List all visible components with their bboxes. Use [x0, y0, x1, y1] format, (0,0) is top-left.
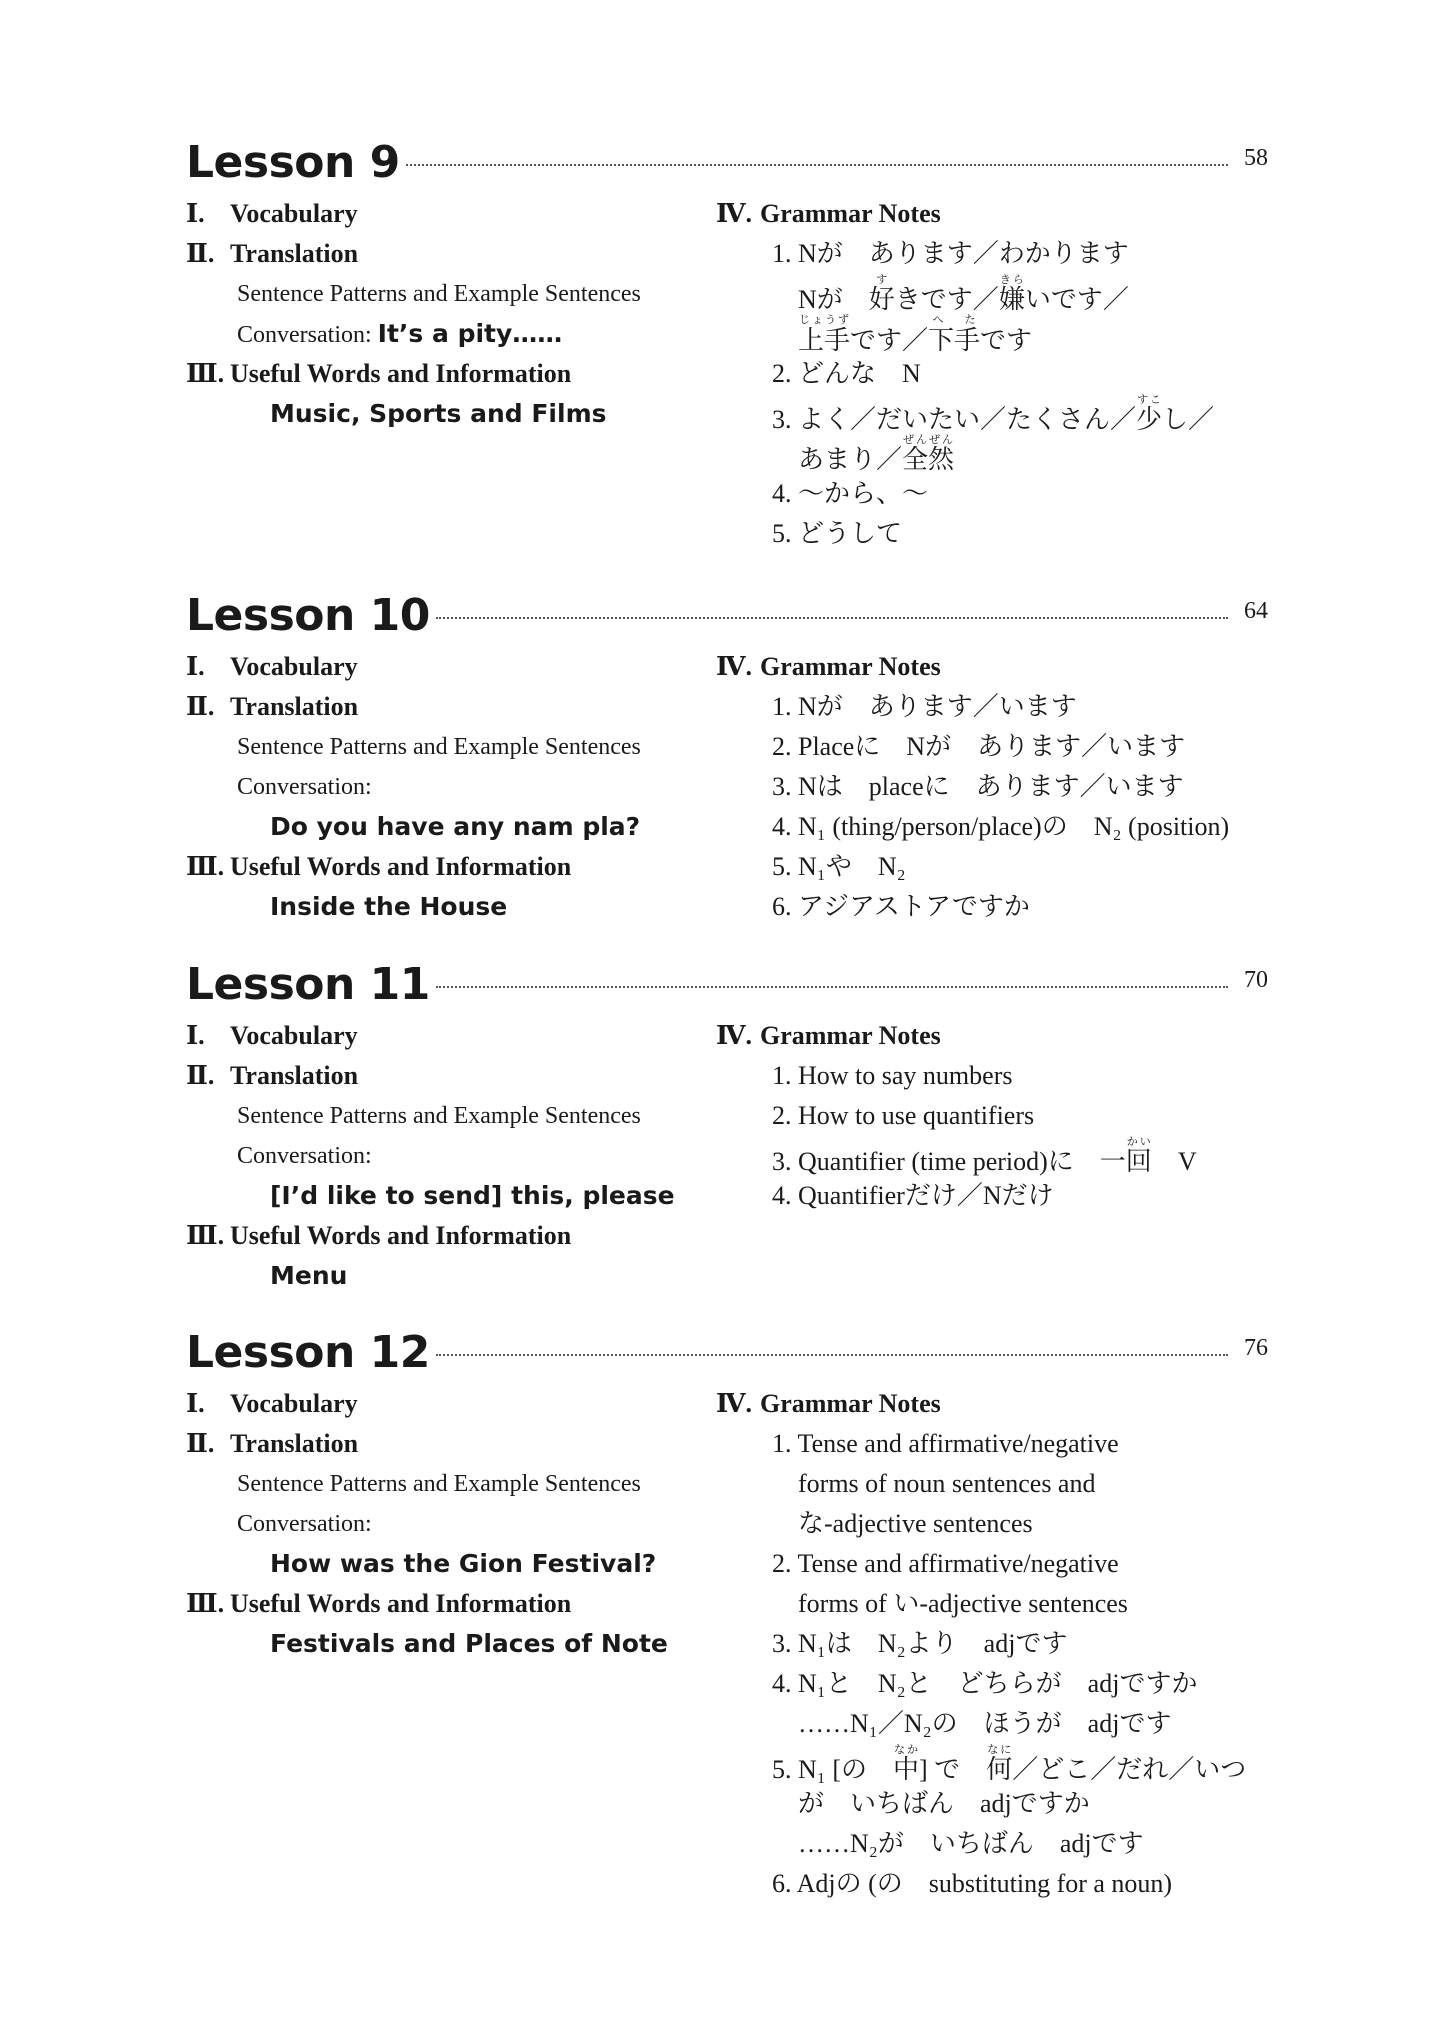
grammar-item: 3. Quantifier (time period)に 一回かい V: [772, 1136, 1197, 1176]
section-translation: Ⅱ. Translation: [186, 1061, 359, 1090]
conversation: Conversation:: [237, 1143, 372, 1169]
leader-dots: [436, 986, 1228, 988]
grammar-item: 5. N₁ [の 中なか] で 何なに／どこ／だれ／いつ: [772, 1744, 1247, 1784]
leader-dots: [436, 617, 1228, 619]
leader-dots: [436, 1354, 1228, 1356]
grammar-item-cont: ……N₂が いちばん adjです: [798, 1829, 1144, 1858]
section-translation: Ⅱ. Translation: [186, 692, 359, 721]
section-vocabulary: Ⅰ. Vocabulary: [186, 199, 358, 228]
grammar-item-cont: あまり／全然ぜんぜん: [798, 434, 955, 474]
conversation: Conversation:: [237, 1511, 372, 1537]
useful-topic: Festivals and Places of Note: [270, 1629, 668, 1658]
lesson-sections: [186, 194, 706, 434]
conversation-title: [I’d like to send] this, please: [270, 1181, 675, 1210]
lesson-sections: [186, 1384, 706, 1664]
grammar-item: 2. Placeに Nが あります／います: [772, 732, 1186, 761]
grammar-item: 3. Nは placeに あります／います: [772, 772, 1184, 801]
section-grammar-notes: Ⅳ. Grammar Notes: [716, 652, 941, 681]
lesson-title: Lesson 10: [186, 590, 430, 641]
lesson-header: [186, 132, 1270, 194]
grammar-item: 2. Tense and affirmative/negative: [772, 1549, 1119, 1578]
sentence-patterns: Sentence Patterns and Example Sentences: [237, 1471, 641, 1497]
sentence-patterns: Sentence Patterns and Example Sentences: [237, 734, 641, 760]
ruby-sukoshi: 少すこ: [1136, 394, 1163, 434]
grammar-item: 6. Adjの (の substituting for a noun): [772, 1869, 1173, 1898]
sentence-patterns: Sentence Patterns and Example Sentences: [237, 1103, 641, 1129]
ruby-kirai: 嫌きら: [998, 274, 1025, 314]
ruby-naka: 中なか: [893, 1744, 920, 1784]
grammar-item: 5. どうして: [772, 519, 903, 548]
conversation: Conversation:: [237, 774, 372, 800]
grammar-notes: [716, 194, 1276, 554]
section-useful-words: Ⅲ. Useful Words and Information: [186, 359, 572, 388]
useful-topic: Music, Sports and Films: [270, 399, 607, 428]
grammar-item: 4. ～から、～: [772, 479, 929, 508]
leader-dots: [406, 164, 1228, 166]
section-grammar-notes: Ⅳ. Grammar Notes: [716, 199, 941, 228]
useful-topic: Menu: [270, 1261, 348, 1290]
lesson-11: [186, 954, 1270, 1290]
section-translation: Ⅱ. Translation: [186, 1429, 359, 1458]
conversation-title: Do you have any nam pla?: [270, 812, 641, 841]
ruby-jouzu: 上手じょうず: [798, 314, 851, 355]
grammar-item: 1. Nが あります／わかります: [772, 239, 1129, 268]
page-number: 64: [1244, 598, 1268, 624]
section-grammar-notes: Ⅳ. Grammar Notes: [716, 1389, 941, 1418]
section-translation: Ⅱ. Translation: [186, 239, 359, 268]
grammar-item: 1. How to say numbers: [772, 1061, 1013, 1090]
section-useful-words: Ⅲ. Useful Words and Information: [186, 1589, 572, 1618]
grammar-notes: [716, 1016, 1276, 1216]
lesson-header: [186, 1322, 1270, 1384]
lesson-10: [186, 585, 1270, 921]
page-number: 58: [1244, 145, 1268, 171]
grammar-item: 3. N₁は N₂より adjです: [772, 1629, 1068, 1658]
grammar-item-cont: な-adjective sentences: [798, 1509, 1033, 1538]
page-number: 76: [1244, 1335, 1268, 1361]
lesson-sections: [186, 647, 706, 927]
lesson-sections: [186, 1016, 706, 1296]
ruby-kai: 回かい: [1125, 1136, 1152, 1176]
grammar-item-cont: forms of noun sentences and: [798, 1469, 1096, 1498]
grammar-item: 2. どんな N: [772, 359, 921, 388]
ruby-suki: 好す: [868, 274, 895, 314]
lesson-title: Lesson 11: [186, 959, 430, 1010]
lesson-12: [186, 1322, 1270, 1898]
lesson-title: Lesson 12: [186, 1327, 430, 1378]
section-vocabulary: Ⅰ. Vocabulary: [186, 652, 358, 681]
section-useful-words: Ⅲ. Useful Words and Information: [186, 852, 572, 881]
grammar-item: 4. Quantifierだけ／Nだけ: [772, 1181, 1054, 1210]
ruby-zenzen: 全然ぜんぜん: [902, 434, 955, 474]
grammar-item: 4. N₁と N₂と どちらが adjですか: [772, 1669, 1198, 1698]
lesson-header: [186, 954, 1270, 1016]
grammar-item-cont: Nが 好すきです／嫌きらいです／: [798, 274, 1129, 314]
lesson-title: Lesson 9: [186, 137, 400, 188]
conversation: Conversation: It’s a pity……: [237, 319, 563, 348]
ruby-heta: 下手へ た: [928, 314, 981, 355]
section-vocabulary: Ⅰ. Vocabulary: [186, 1389, 358, 1418]
grammar-item: 5. N₁や N₂: [772, 852, 906, 881]
grammar-item: 1. Nが あります／います: [772, 692, 1077, 721]
page-number: 70: [1244, 967, 1268, 993]
lesson-header: [186, 585, 1270, 647]
grammar-item: 6. アジアストアですか: [772, 892, 1030, 921]
section-vocabulary: Ⅰ. Vocabulary: [186, 1021, 358, 1050]
grammar-item-cont: 上手じょうずです／下手へ たです: [798, 314, 1033, 355]
grammar-item-cont: forms of い-adjective sentences: [798, 1589, 1128, 1618]
grammar-notes: [716, 647, 1276, 927]
section-useful-words: Ⅲ. Useful Words and Information: [186, 1221, 572, 1250]
grammar-item: 2. How to use quantifiers: [772, 1101, 1035, 1130]
conversation-title: How was the Gion Festival?: [270, 1549, 657, 1578]
section-grammar-notes: Ⅳ. Grammar Notes: [716, 1021, 941, 1050]
ruby-nani: 何なに: [986, 1744, 1013, 1784]
sentence-patterns: Sentence Patterns and Example Sentences: [237, 281, 641, 307]
grammar-item-cont: が いちばん adjですか: [798, 1789, 1090, 1818]
grammar-item: 1. Tense and affirmative/negative: [772, 1429, 1119, 1458]
grammar-item: 4. N₁ (thing/person/place)の N₂ (position): [772, 812, 1230, 841]
grammar-notes: [716, 1384, 1276, 1904]
useful-topic: Inside the House: [270, 892, 508, 921]
grammar-item: 3. よく／だいたい／たくさん／少すこし／: [772, 394, 1215, 434]
conversation-title: It’s a pity……: [377, 319, 563, 348]
lesson-9: [186, 132, 1270, 548]
grammar-item-cont: ……N₁／N₂の ほうが adjです: [798, 1709, 1172, 1738]
